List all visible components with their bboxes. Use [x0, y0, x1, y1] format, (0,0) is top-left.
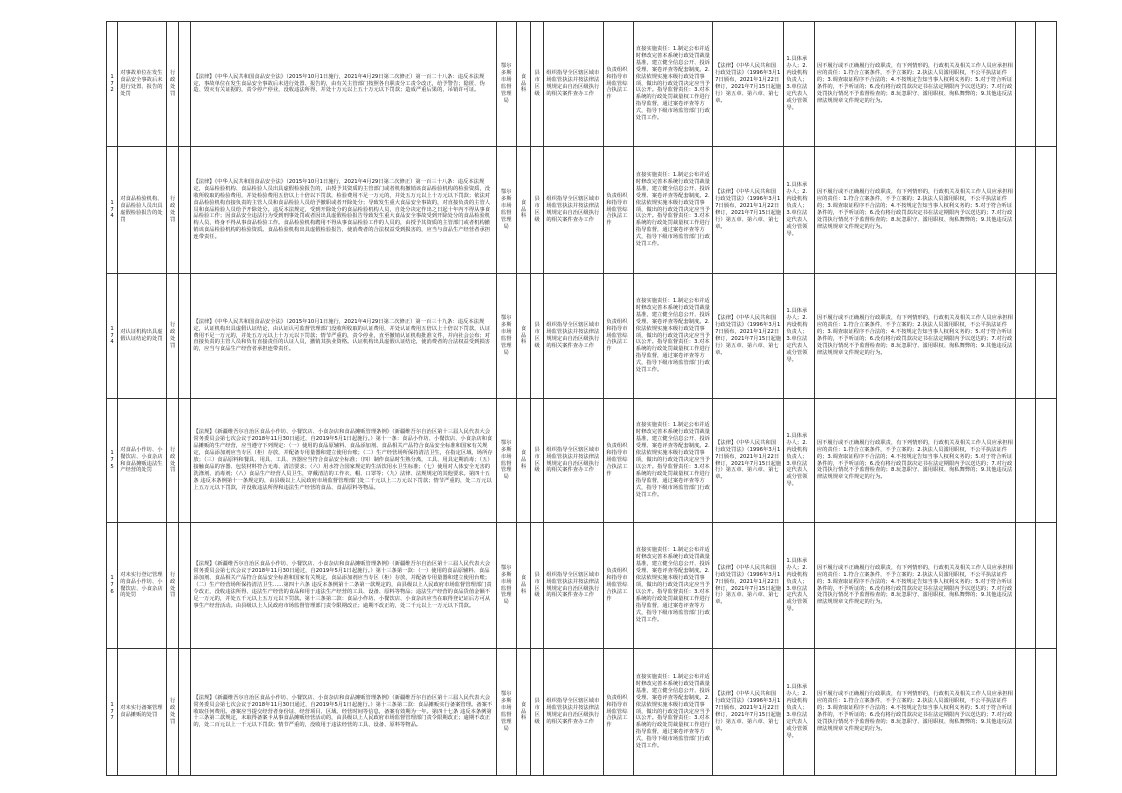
blank-cell	[179, 523, 191, 649]
duty-items: 直接实施责任：1.制定公布并适时修改完善本系统行政处罚裁量基准，建立健全信息公开、投诉受理、案卷评查等配套制度。2.依法依规实施本级行政处罚事项，做出的行政处罚决定应当予以公开。指导监督责任：3.对本系统的行政处罚裁量权工作进行指导监督，通过案卷评查等方式，指导下级市场监管部门行政处罚工作。	[633, 649, 712, 776]
row-number: 174	[107, 147, 118, 274]
accountable-persons: 1.具体承办人；2.内设机构负责人；3.单位法定代表人或分管领导。	[784, 22, 815, 147]
admin-level: 县市区级	[531, 649, 544, 776]
legal-basis: 【法规】《新疆维吾尔自治区食品小作坊、小餐饮店、小食杂店和食品摊贩管理条例》（新疆维吾尔自治区第十三届人民代表大会常务委员会第七次会议于2018年11月30日通过，自2019年5月1日起施行。）第十一条：食品小作坊、小餐饮店、小食杂店和食品摊贩的生产经营，应当遵守下列规定：（一）使用的食品原辅料、食品添加剂、食品相关产品符合食品安全标准和国家有关规定，食品添加剂应当专区（柜）存放，并配备专用量器和建立使用台账；（二）生产经营场所保持清洁卫生，在指定区域、场所存放；（三）食品原料和餐具、用具、工具、容器应当符合食品安全标准；（四）制作食品时生熟分离，工具、用具定期消毒；（五）接触食品的容器、包装材料符合无毒、清洁要求；（六）用水符合国家规定的生活饮用水卫生标准；（七）使用对人体安全无害的洗涤剂、消毒剂；（八）食品生产经营人员卫生，穿戴清洁的工作衣、帽、口罩等；（九）法律、法规规定的其他要求。第四十五条 违反本条例第十一条规定的，由县级以上人民政府市场监督管理部门处二千元以上二万元以下罚款；情节严重的，处二万元以上五万元以下罚款，并没收违法所得和违法生产经营的食品、食品原料等物品。	[191, 399, 496, 523]
accountable-persons: 1.具体承办人；2.内设机构负责人；3.单位法定代表人或分管领导。	[784, 274, 815, 399]
responsibility-unit: 负责组织和指导市场监管综合执法工作	[604, 274, 633, 399]
extra-cell	[1035, 523, 1056, 649]
duty-scope: 组织指导全区辖区域市场监管执法并按法律法规规定由自治区级执行的相关案件查办工作	[544, 147, 604, 274]
legal-basis: 【法规】《新疆维吾尔自治区食品小作坊、小餐饮店、小食杂店和食品摊贩管理条例》（新疆维吾尔自治区第十三届人民代表大会常务委员会第七次会议于2018年11月30日通过，自2019年5月1日起施行。）第十三条第一款：（一）使用的食品原辅料、食品添加剂、食品相关产品符合食品安全标准和国家有关规定，食品添加剂应当专区（柜）存放，并配备专用量器和建立使用台账；（二）生产经营场所保持清洁卫生……第四十六条 违反本条例第十二条第一款规定的，由县级以上人民政府市场监督管理部门责令改正，没收违法所得、违法生产经营的食品和用于违法生产经营的工具、设备、原料等物品；违法生产经营的食品货值金额不足一万元的，并处五千元以上五万元以下罚款。第十三条第二款：食品小作坊、小餐饮店、小食杂店应当在取得登记证后方可从事生产经营活动。由县级以上人民政府市场监督管理部门责令限期改正；逾期不改正的，处二千元以上一万元以下罚款。	[191, 523, 496, 649]
table-row	[107, 399, 1057, 523]
item-type: 行政处罚	[167, 523, 179, 649]
department: 食品科	[516, 399, 530, 523]
table-row	[107, 22, 1057, 147]
duty-scope: 组织指导全区辖区域市场监管执法并按法律法规规定由自治区级执行的相关案件查办工作	[544, 649, 604, 776]
accountability-cases: 因不履行或不正确履行行政职责，有下列情形的，行政机关及相关工作人员应承担相应的责任：1.符合立案条件，不予立案的；2.执法人员滥用职权，不公平执法证件的；3.调查取证程序不合法的；4.不按规定告知当事人权利义务的；5.对于符合听证条件的，不予听证的；6.没有将行政罚款决定书在法定期限内予以送达的；7.对行政处罚执行情况不予监督检查的；8.玩忽职守、滥用职权、徇私舞弊的；9.其他违反法律法规规章文件规定的行为。	[814, 147, 1015, 274]
responsibility-unit: 负责组织和指导市场监管综合执法工作	[604, 147, 633, 274]
accountability-cases: 因不履行或不正确履行行政职责，有下列情形的，行政机关及相关工作人员应承担相应的责任：1.符合立案条件，不予立案的；2.执法人员滥用职权，不公平执法证件的；3.调查取证程序不合法的；4.不按规定告知当事人权利义务的；5.对于符合听证条件的，不予听证的；6.没有将行政罚款决定书在法定期限内予以送达的；7.对行政处罚执行情况不予监督检查的；8.玩忽职守、滥用职权、徇私舞弊的；9.其他违反法律法规规章文件规定的行为。	[814, 274, 1015, 399]
item-type: 行政处罚	[167, 649, 179, 776]
legal-basis: 【法律】《中华人民共和国食品安全法》（2015年10月1日施行，2021年4月29日第二次修正）第一百三十九条：违反本法规定，认证机构出具虚假认证结论，由认证认可监督管理部门没收所收取的认证费用，并处认证费用五倍以上十倍以下罚款，认证费用不足一万元的，并处五万元以上十万元以下罚款；情节严重的，责令停业，直至撤销认证机构批准文件，并向社会公布；对直接负责的主管人员和负有直接责任的认证人员，撤销其执业资格。认证机构出具虚假认证结论，使消费者的合法权益受到损害的，应当与食品生产经营者承担连带责任。	[191, 274, 496, 399]
blank-cell	[179, 399, 191, 523]
table-row	[107, 274, 1057, 399]
extra-cell	[1035, 147, 1056, 274]
row-number: 176	[107, 523, 118, 649]
department: 食品科	[516, 523, 530, 649]
item-name: 对未实行登记管理的食品小作坊、小餐饮店、小食杂店的处罚	[118, 523, 167, 649]
legal-basis: 【法规】《新疆维吾尔自治区食品小作坊、小餐饮店、小食杂店和食品摊贩管理条例》（新疆维吾尔自治区第十三届人民代表大会常务委员会第七次会议于2018年11月30日通过，自2019年5月1日起施行。）第十三条第二款：食品摊贩实行备案管理。备案不收取任何费用。备案应当提交经营者身份证、经营项目、区域、经营时间等信息，备案有效期为一年。第四十七条 违反本条例第十三条第二款规定，未取得备案卡从事食品摊贩经营活动的，由县级以上人民政府市场监督管理部门责令限期改正；逾期不改正的，处二百元以上一千元以下罚款；情节严重的，没收用于违法经营的工具、设备、原料等物品。	[191, 649, 496, 776]
legal-basis: 【法律】《中华人民共和国食品安全法》（2015年10月1日施行，2021年4月29日第二次修正）第一百三十八条：违反本法规定，食品检验机构、食品检验人员出具虚假检验报告的，由授予其资质的主管部门或者机构撤销该食品检验机构的检验资质，没收所收取的检验费用，并处检验费用五倍以上十倍以下罚款，检验费用不足一万元的，并处五万元以上十万元以下罚款；依法对食品检验机构直接负责的主管人员和食品检验人员给予撤职或者开除处分；导致发生重大食品安全事故的，对直接负责的主管人员和食品检验人员给予开除处分。违反本法规定，受到开除处分的食品检验机构人员，自处分决定作出之日起十年内不得从事食品检验工作；因食品安全违法行为受到刑事处罚或者因出具虚假检验报告导致发生重大食品安全事故受到开除处分的食品检验机构人员，终身不得从事食品检验工作。食品检验机构聘用不得从事食品检验工作的人员的，由授予其资质的主管部门或者机构撤销该食品检验机构的检验资质。食品检验机构出具虚假检验报告，使消费者的合法权益受到损害的，应当与食品生产经营者承担连带责任。	[191, 147, 496, 274]
implementing-body: 鄂尔多斯市场监督管理局	[496, 147, 516, 274]
accountability-cases: 因不履行或不正确履行行政职责，有下列情形的，行政机关及相关工作人员应承担相应的责任：1.符合立案条件，不予立案的；2.执法人员滥用职权，不公平执法证件的；3.调查取证程序不合法的；4.不按规定告知当事人权利义务的；5.对于符合听证条件的，不予听证的；6.没有将行政罚款决定书在法定期限内予以送达的；7.对行政处罚执行情况不予监督检查的；8.玩忽职守、滥用职权、徇私舞弊的；9.其他违反法律法规规章文件规定的行为。	[814, 523, 1015, 649]
blank-cell	[179, 649, 191, 776]
accountability-law: 【法律】《中华人民共和国行政处罚法》（1996年3月17日颁布，2021年1月22日修订，2021年7月15日起施行）第五章、第六章、第七章。	[713, 399, 784, 523]
implementing-body: 鄂尔多斯市场监督管理局	[496, 274, 516, 399]
accountability-cases: 因不履行或不正确履行行政职责，有下列情形的，行政机关及相关工作人员应承担相应的责任：1.符合立案条件，不予立案的；2.执法人员滥用职权，不公平执法证件的；3.调查取证程序不合法的；4.不按规定告知当事人权利义务的；5.对于符合听证条件的，不予听证的；6.没有将行政罚款决定书在法定期限内予以送达的；7.对行政处罚执行情况不予监督检查的；8.玩忽职守、滥用职权、徇私舞弊的；9.其他违反法律法规规章文件规定的行为。	[814, 649, 1015, 776]
remarks-cell	[1016, 22, 1035, 147]
item-type: 行政处罚	[167, 147, 179, 274]
admin-level: 县市区级	[531, 399, 544, 523]
duty-scope: 组织指导全区辖区域市场监管执法并按法律法规规定由自治区级执行的相关案件查办工作	[544, 22, 604, 147]
duty-list-table	[106, 21, 1057, 776]
accountable-persons: 1.具体承办人；2.内设机构负责人；3.单位法定代表人或分管领导。	[784, 649, 815, 776]
table-row	[107, 649, 1057, 776]
accountability-cases: 因不履行或不正确履行行政职责，有下列情形的，行政机关及相关工作人员应承担相应的责任：1.符合立案条件，不予立案的；2.执法人员滥用职权，不公平执法证件的；3.调查取证程序不合法的；4.不按规定告知当事人权利义务的；5.对于符合听证条件的，不予听证的；6.没有将行政罚款决定书在法定期限内予以送达的；7.对行政处罚执行情况不予监督检查的；8.玩忽职守、滥用职权、徇私舞弊的；9.其他违反法律法规规章文件规定的行为。	[814, 399, 1015, 523]
implementing-body: 鄂尔多斯市场监督管理局	[496, 649, 516, 776]
responsibility-unit: 负责组织和指导市场监管综合执法工作	[604, 399, 633, 523]
table-row	[107, 147, 1057, 274]
department: 食品科	[516, 274, 530, 399]
table-row	[107, 523, 1057, 649]
duty-scope: 组织指导全区辖区域市场监管执法并按法律法规规定由自治区级执行的相关案件查办工作	[544, 523, 604, 649]
duty-items: 直接实施责任：1.制定公布并适时修改完善本系统行政处罚裁量基准，建立健全信息公开、投诉受理、案卷评查等配套制度。2.依法依规实施本级行政处罚事项，做出的行政处罚决定应当予以公开。指导监督责任：3.对本系统的行政处罚裁量权工作进行指导监督，通过案卷评查等方式，指导下级市场监管部门行政处罚工作。	[633, 523, 712, 649]
blank-cell	[179, 22, 191, 147]
item-name: 对认证机构出具虚假认证结论的处罚	[118, 274, 167, 399]
admin-level: 县市区级	[531, 147, 544, 274]
duty-items: 直接实施责任：1.制定公布并适时修改完善本系统行政处罚裁量基准，建立健全信息公开、投诉受理、案卷评查等配套制度。2.依法依规实施本级行政处罚事项，做出的行政处罚决定应当予以公开。指导监督责任：3.对本系统的行政处罚裁量权工作进行指导监督，通过案卷评查等方式，指导下级市场监管部门行政处罚工作。	[633, 274, 712, 399]
accountable-persons: 1.具体承办人；2.内设机构负责人；3.单位法定代表人或分管领导。	[784, 523, 815, 649]
extra-cell	[1035, 649, 1056, 776]
duty-items: 直接实施责任：1.制定公布并适时修改完善本系统行政处罚裁量基准，建立健全信息公开、投诉受理、案卷评查等配套制度。2.依法依规实施本级行政处罚事项，做出的行政处罚决定应当予以公开。指导监督责任：3.对本系统的行政处罚裁量权工作进行指导监督，通过案卷评查等方式，指导下级市场监管部门行政处罚工作。	[633, 147, 712, 274]
responsibility-unit: 负责组织和指导市场监管综合执法工作	[604, 523, 633, 649]
duty-scope: 组织指导全区辖区域市场监管执法并按法律法规规定由自治区级执行的相关案件查办工作	[544, 274, 604, 399]
extra-cell	[1035, 22, 1056, 147]
accountable-persons: 1.具体承办人；2.内设机构负责人；3.单位法定代表人或分管领导。	[784, 147, 815, 274]
extra-cell	[1035, 399, 1056, 523]
blank-cell	[179, 274, 191, 399]
admin-level: 县市区级	[531, 523, 544, 649]
table-body	[107, 22, 1057, 776]
item-name: 对食品小作坊、小餐饮店、小食杂店和食品摊贩违法生产经营的处罚	[118, 399, 167, 523]
duty-items: 直接实施责任：1.制定公布并适时修改完善本系统行政处罚裁量基准，建立健全信息公开、投诉受理、案卷评查等配套制度。2.依法依规实施本级行政处罚事项，做出的行政处罚决定应当予以公开。指导监督责任：3.对本系统的行政处罚裁量权工作进行指导监督，通过案卷评查等方式，指导下级市场监管部门行政处罚工作。	[633, 22, 712, 147]
item-type: 行政处罚	[167, 274, 179, 399]
department: 食品科	[516, 649, 530, 776]
row-number: 177	[107, 649, 118, 776]
department: 食品科	[516, 147, 530, 274]
accountability-law: 【法律】《中华人民共和国行政处罚法》（1996年3月17日颁布，2021年1月22日修订，2021年7月15日起施行）第五章、第六章、第七章。	[713, 22, 784, 147]
duty-items: 直接实施责任：1.制定公布并适时修改完善本系统行政处罚裁量基准，建立健全信息公开、投诉受理、案卷评查等配套制度。2.依法依规实施本级行政处罚事项，做出的行政处罚决定应当予以公开。指导监督责任：3.对本系统的行政处罚裁量权工作进行指导监督，通过案卷评查等方式，指导下级市场监管部门行政处罚工作。	[633, 399, 712, 523]
implementing-body: 鄂尔多斯市场监督管理局	[496, 523, 516, 649]
accountability-law: 【法律】《中华人民共和国行政处罚法》（1996年3月17日颁布，2021年1月22日修订，2021年7月15日起施行）第五章、第六章、第七章。	[713, 649, 784, 776]
remarks-cell	[1016, 274, 1035, 399]
row-number: 175	[107, 399, 118, 523]
accountability-law: 【法律】《中华人民共和国行政处罚法》（1996年3月17日颁布，2021年1月22日修订，2021年7月15日起施行）第五章、第六章、第七章。	[713, 147, 784, 274]
remarks-cell	[1016, 649, 1035, 776]
accountability-law: 【法律】《中华人民共和国行政处罚法》（1996年3月17日颁布，2021年1月22日修订，2021年7月15日起施行）第五章、第六章、第七章。	[713, 523, 784, 649]
item-name: 对未实行备案管理食品摊贩的处罚	[118, 649, 167, 776]
remarks-cell	[1016, 523, 1035, 649]
implementing-body: 鄂尔多斯市场监督管理局	[496, 399, 516, 523]
duty-scope: 组织指导全区辖区域市场监管执法并按法律法规规定由自治区级执行的相关案件查办工作	[544, 399, 604, 523]
department: 食品科	[516, 22, 530, 147]
admin-level: 县市区级	[531, 274, 544, 399]
item-name: 对食品检验机构、食品检验人员出具虚假检验报告的处罚	[118, 147, 167, 274]
row-number: 172	[107, 22, 118, 147]
admin-level: 县市区级	[531, 22, 544, 147]
accountability-cases: 因不履行或不正确履行行政职责，有下列情形的，行政机关及相关工作人员应承担相应的责任：1.符合立案条件，不予立案的；2.执法人员滥用职权，不公平执法证件的；3.调查取证程序不合法的；4.不按规定告知当事人权利义务的；5.对于符合听证条件的，不予听证的；6.没有将行政罚款决定书在法定期限内予以送达的；7.对行政处罚执行情况不予监督检查的；8.玩忽职守、滥用职权、徇私舞弊的；9.其他违反法律法规规章文件规定的行为。	[814, 22, 1015, 147]
accountability-law: 【法律】《中华人民共和国行政处罚法》（1996年3月17日颁布，2021年1月22日修订，2021年7月15日起施行）第五章、第六章、第七章。	[713, 274, 784, 399]
extra-cell	[1035, 274, 1056, 399]
item-type: 行政处罚	[167, 399, 179, 523]
remarks-cell	[1016, 147, 1035, 274]
responsibility-unit: 负责组织和指导市场监管综合执法工作	[604, 649, 633, 776]
blank-cell	[179, 147, 191, 274]
accountable-persons: 1.具体承办人；2.内设机构负责人；3.单位法定代表人或分管领导。	[784, 399, 815, 523]
item-name: 对事故单位在发生食品安全事故后未进行处置、报告的处罚	[118, 22, 167, 147]
item-type: 行政处罚	[167, 22, 179, 147]
legal-basis: 【法律】《中华人民共和国食品安全法》（2015年10月1日施行，2021年4月29日第二次修正）第一百二十八条：违反本法规定，事故单位在发生食品安全事故后未进行处置、报告的，由有关主管部门按照各自职责分工责令改正，给予警告；隐匿、伪造、毁灭有关证据的，责令停产停业，没收违法所得，并处十万元以上五十万元以下罚款；造成严重后果的，吊销许可证。	[191, 22, 496, 147]
row-number: 174	[107, 274, 118, 399]
responsibility-unit: 负责组织和指导市场监管综合执法工作	[604, 22, 633, 147]
implementing-body: 鄂尔多斯市场监督管理局	[496, 22, 516, 147]
remarks-cell	[1016, 399, 1035, 523]
